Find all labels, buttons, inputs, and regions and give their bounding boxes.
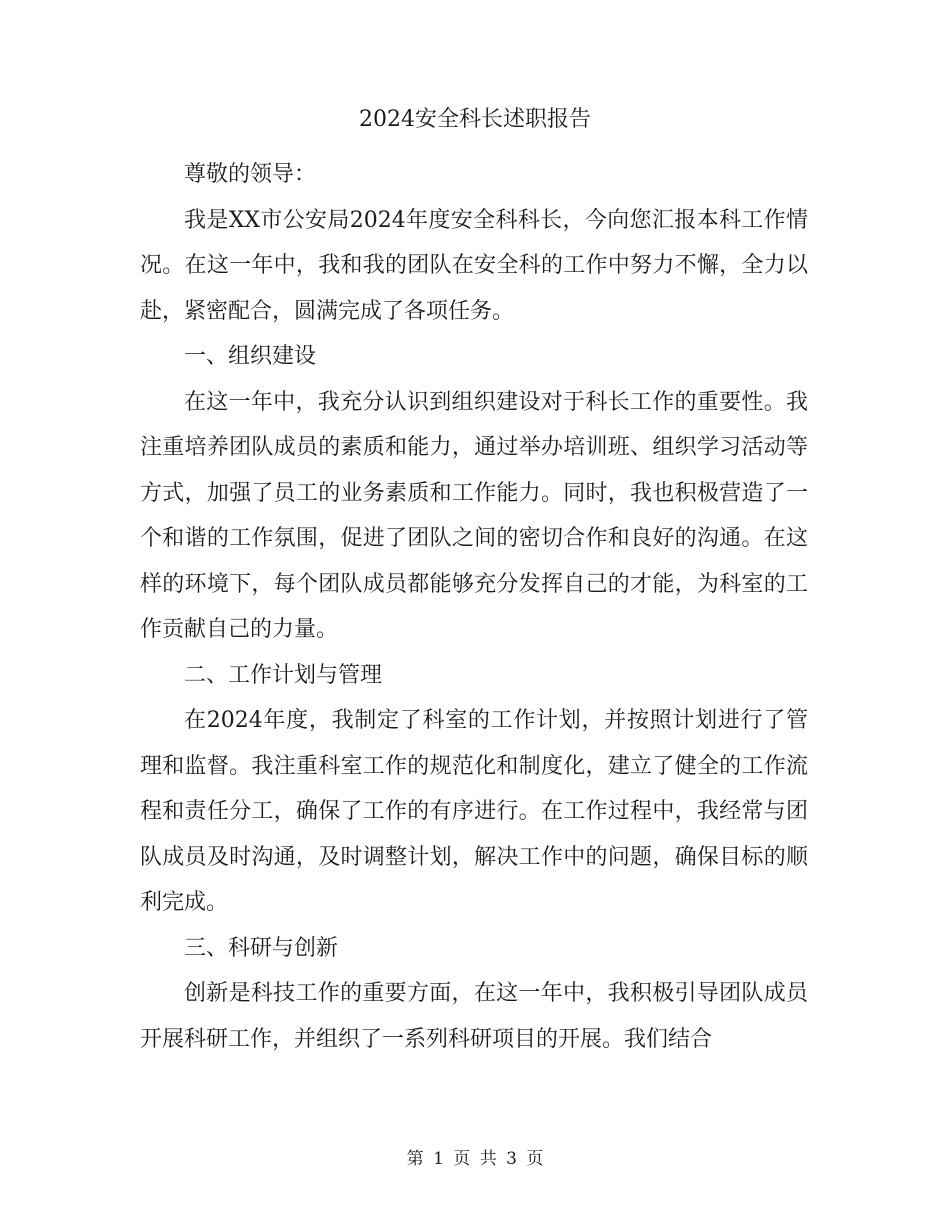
page-number-footer: 第 1 页 共 3 页 xyxy=(406,1149,544,1169)
intro-paragraph: 我是XX市公安局2024年度安全科科长，今向您汇报本科工作情况。在这一年中，我和我的团队在安全科的工作中努力不懈，全力以赴，紧密配合，圆满完成了各项任务。 xyxy=(140,207,808,324)
planning-paragraph: 在2024年度，我制定了科室的工作计划，并按照计划进行了管理和监督。我注重科室工作的规范化和制度化，建立了健全的工作流程和责任分工，确保了工作的有序进行。在工作过程中，我经常与团队成员及时沟通，及时调整计划，解决工作中的问题，确保目标的顺利完成。 xyxy=(140,708,808,915)
section-heading-planning: 二、工作计划与管理 xyxy=(184,662,383,688)
document-title: 2024安全科长述职报告 xyxy=(359,107,591,132)
research-paragraph: 创新是科技工作的重要方面，在这一年中，我积极引导团队成员开展科研工作，并组织了一系列科研项目的开展。我们结合 xyxy=(140,981,808,1052)
section-heading-organization: 一、组织建设 xyxy=(184,344,317,369)
salutation: 尊敬的领导： xyxy=(184,162,317,187)
organization-paragraph: 在这一年中，我充分认识到组织建设对于科长工作的重要性。我注重培养团队成员的素质和能力，通过举办培训班、组织学习活动等方式，加强了员工的业务素质和工作能力。同时，我也积极营造了一个和谐的工作氛围，促进了团队之间的密切合作和良好的沟通。在这样的环境下，每个团队成员都能够充分发挥自己的才能，为科室的工作贡献自己的力量。 xyxy=(140,389,808,642)
document-body xyxy=(140,152,808,1062)
section-heading-research: 三、科研与创新 xyxy=(184,935,339,961)
